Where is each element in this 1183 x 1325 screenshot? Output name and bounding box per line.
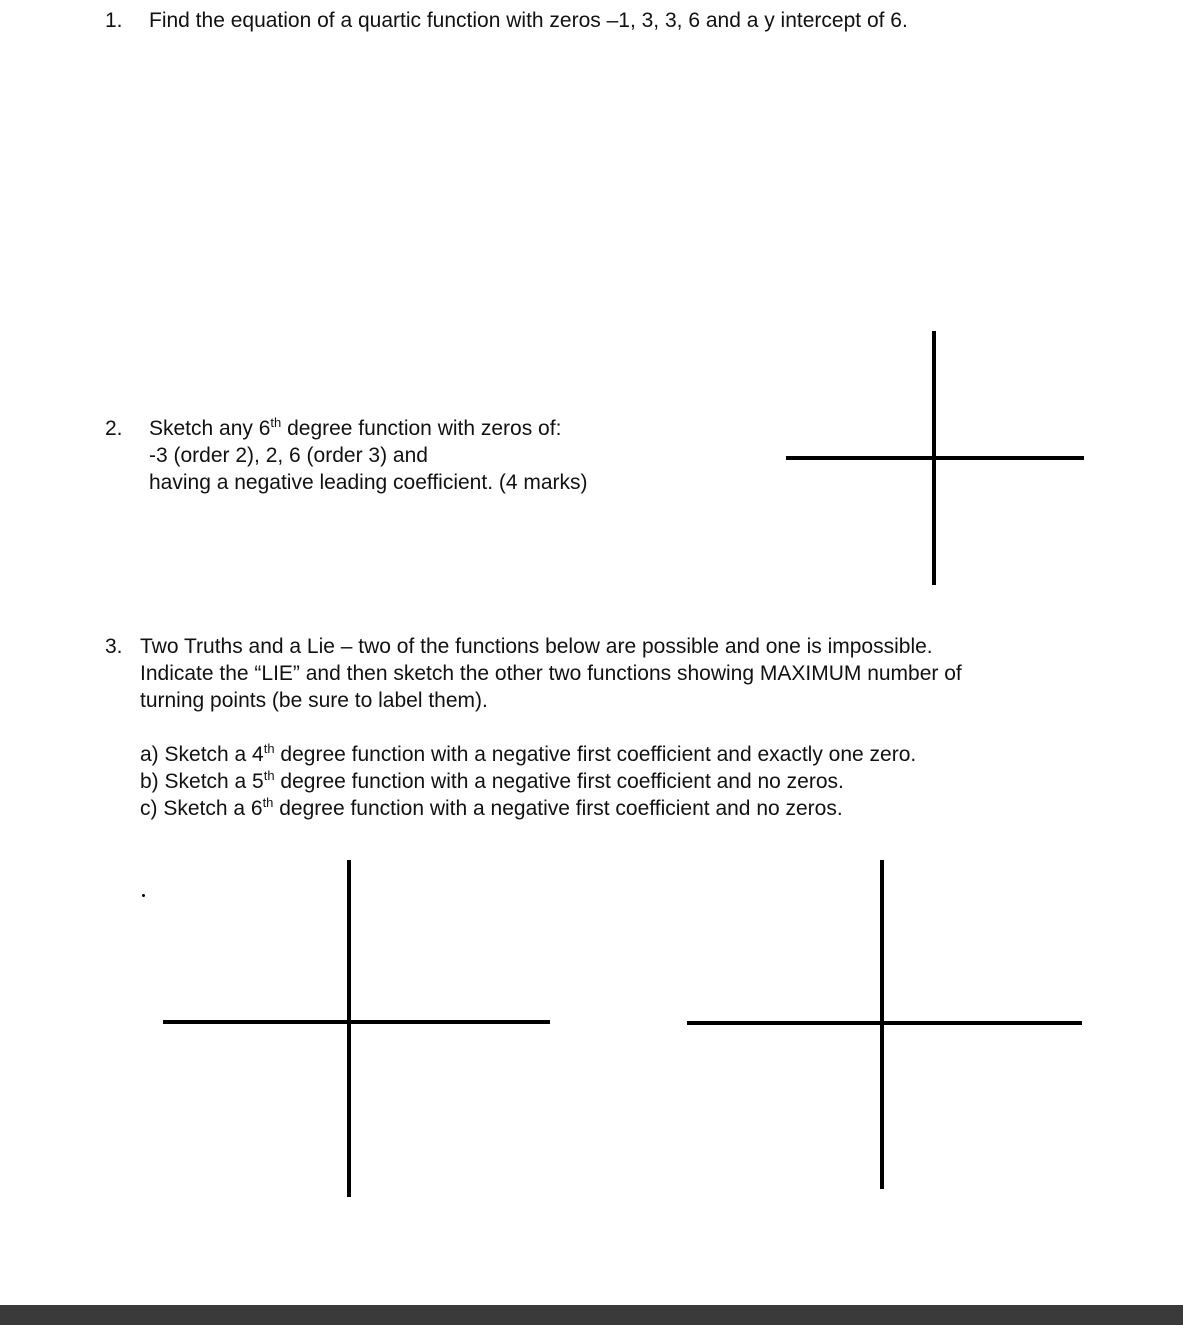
question-3-intro-line-2: Indicate the “LIE” and then sketch the other two functions showing MAXIMUM number of — [140, 662, 962, 685]
question-3-intro-line-3: turning points (be sure to label them). — [140, 689, 488, 712]
question-3-option-b: b) Sketch a 5th degree function with a negative first coefficient and no zeros. — [140, 768, 844, 793]
question-2-line-1: Sketch any 6th degree function with zeros of: — [149, 415, 562, 440]
question-3-number: 3. — [105, 635, 123, 658]
question-2-x-axis — [786, 456, 1084, 460]
question-2-text — [149, 415, 588, 496]
question-2-line-3: having a negative leading coefficient. (4 marks) — [149, 471, 588, 494]
stray-dot — [142, 894, 145, 897]
question-1-text: Find the equation of a quartic function with zeros –1, 3, 3, 6 and a y intercept of 6. — [149, 9, 908, 32]
question-3-option-a: a) Sketch a 4th degree function with a negative first coefficient and exactly one zero. — [140, 741, 917, 766]
bottom-bar — [0, 1305, 1183, 1325]
question-2-line-2: -3 (order 2), 2, 6 (order 3) and — [149, 444, 428, 467]
question-3-option-c: c) Sketch a 6th degree function with a negative first coefficient and no zeros. — [140, 795, 843, 820]
question-3-left-y-axis — [347, 860, 351, 1197]
question-1-number: 1. — [105, 9, 123, 32]
question-3-intro-line-1: Two Truths and a Lie – two of the functions below are possible and one is impossible. — [140, 635, 933, 658]
question-3-options — [140, 741, 916, 822]
question-3-right-x-axis — [687, 1021, 1082, 1025]
question-3-left-x-axis — [163, 1020, 550, 1024]
question-2-number: 2. — [105, 417, 123, 440]
question-3-intro — [140, 633, 962, 714]
